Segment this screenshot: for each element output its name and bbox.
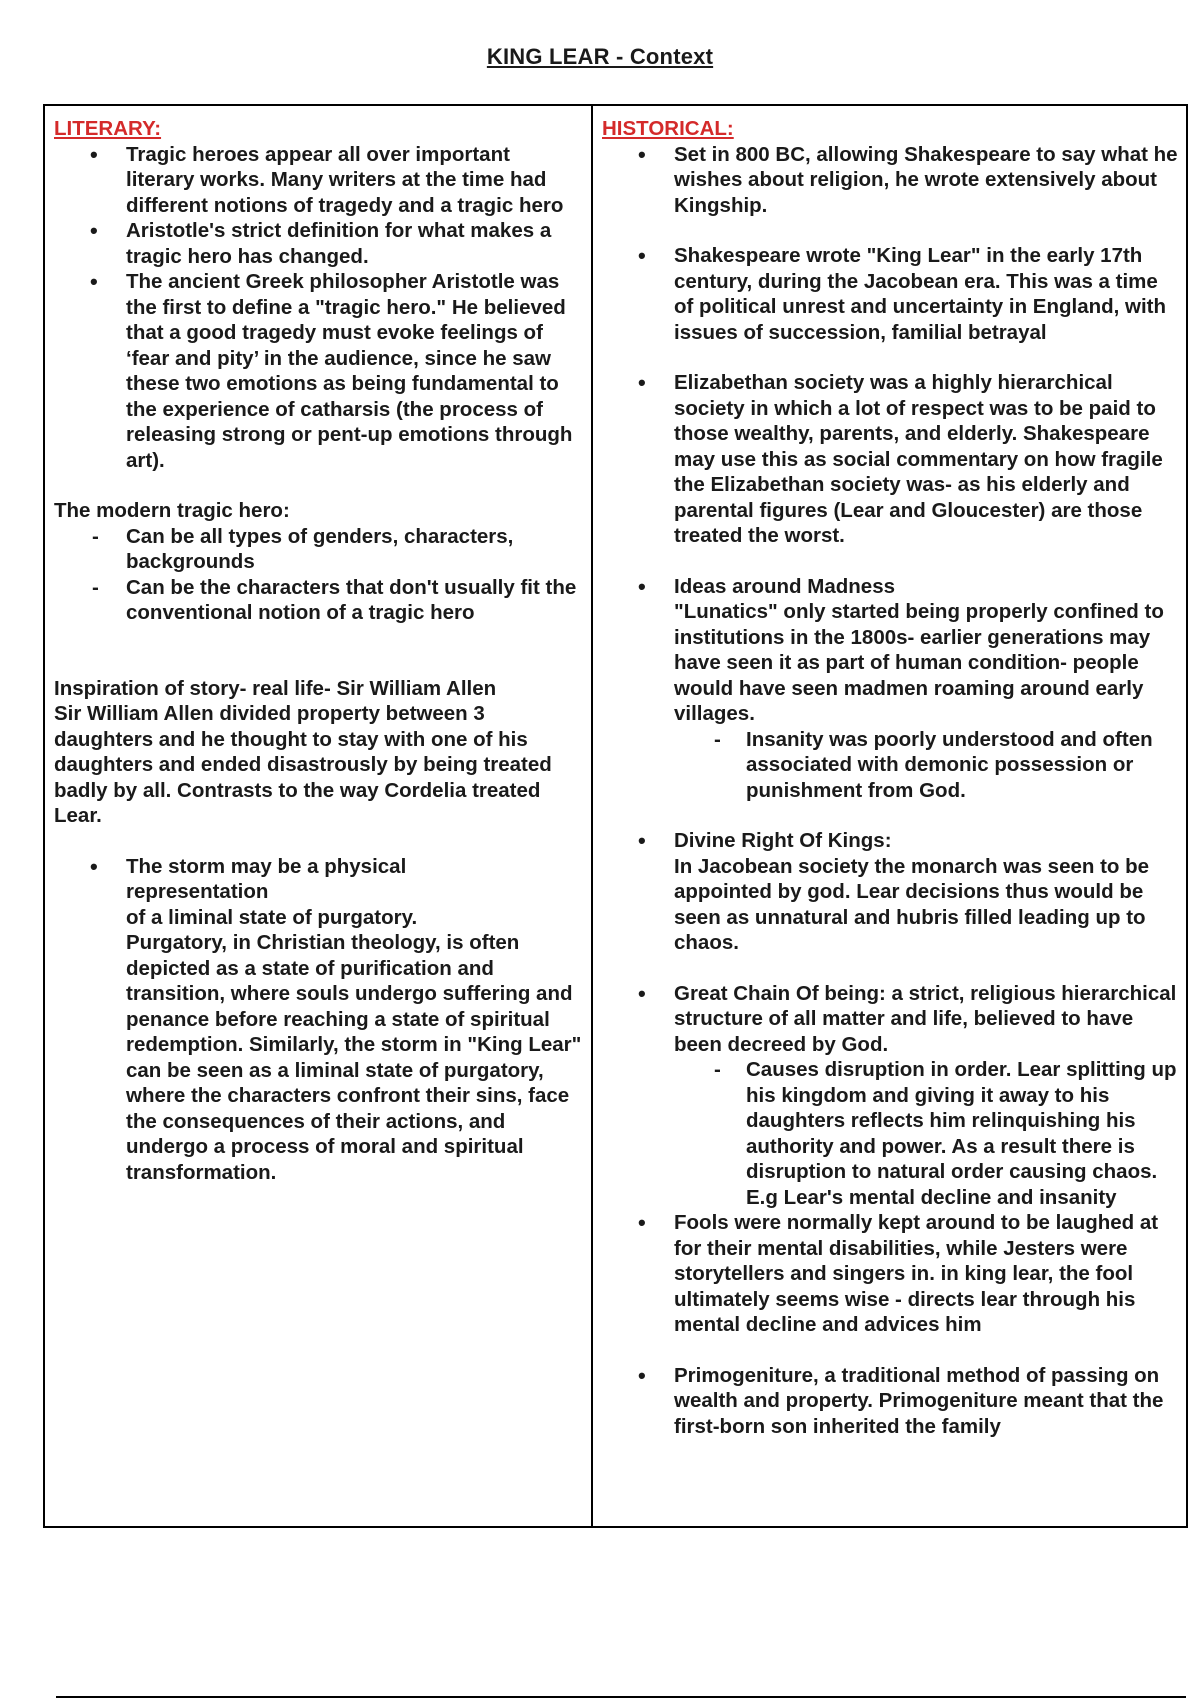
list-item: • Primogeniture, a traditional method of passing on wealth and property. Primogeniture meant that the first-born son inherited the family bbox=[602, 1363, 1178, 1440]
list-item: • Aristotle's strict definition for what makes a tragic hero has changed. bbox=[54, 218, 583, 269]
list-item bbox=[602, 828, 1178, 956]
literary-bullet-list bbox=[54, 142, 583, 474]
historical-list bbox=[602, 1363, 1178, 1440]
storm-line: Purgatory, in Christian theology, is often depicted as a state of purification and transition, where souls undergo suffering and penance before reaching a state of spiritual redemption. Similarly, the storm in "King Lear" can be seen as a liminal state of purgatory, where the characters confront their sins, face the consequences of their actions, and undergo a process of moral and spiritual transformation. bbox=[126, 931, 582, 1184]
modern-tragic-hero-list bbox=[54, 524, 583, 626]
list-item: • Set in 800 BC, allowing Shakespeare to say what he wishes about religion, he wrote extensively about Kingship. bbox=[602, 142, 1178, 219]
historical-sublist bbox=[602, 727, 1178, 804]
historical-list bbox=[602, 243, 1178, 345]
historical-sublist bbox=[602, 1057, 1178, 1210]
storm-line: of a liminal state of purgatory. bbox=[126, 905, 418, 929]
historical-list bbox=[602, 1210, 1178, 1338]
literary-column bbox=[45, 106, 593, 1526]
historical-list bbox=[602, 142, 1178, 219]
inspiration-heading: Inspiration of story- real life- Sir William Allen bbox=[54, 676, 497, 700]
list-item bbox=[54, 854, 583, 1186]
historical-column bbox=[593, 106, 1186, 1526]
context-table bbox=[43, 104, 1188, 1528]
historical-heading: HISTORICAL: bbox=[602, 117, 734, 140]
storm-line: • The storm may be a physical bbox=[126, 854, 407, 878]
list-item: • The ancient Greek philosopher Aristotle was the first to define a "tragic hero." He believed that a good tragedy must evoke feelings of ‘fear and pity’ in the audience, since he saw these two emotions as being fundamental to the experience of catharsis (the process of releasing strong or pent-up emotions through art). bbox=[54, 269, 583, 473]
footer-divider bbox=[56, 1696, 1186, 1698]
list-item bbox=[602, 574, 1178, 727]
list-item: • Great Chain Of being: a strict, religious hierarchical structure of all matter and life, believed to have been decreed by God. bbox=[602, 981, 1178, 1058]
list-item: • Elizabethan society was a highly hierarchical society in which a lot of respect was to be paid to those wealthy, parents, and elderly. Shakespeare may use this as social commentary on how fragile the Elizabethan society was- as his elderly and parental figures (Lear and Gloucester) are those treated the worst. bbox=[602, 370, 1178, 549]
divine-text: In Jacobean society the monarch was seen to be appointed by god. Lear decisions thus would be seen as unnatural and hubris filled leading up to chaos. bbox=[674, 854, 1150, 954]
literary-heading: LITERARY: bbox=[54, 117, 162, 140]
storm-list bbox=[54, 854, 583, 1186]
list-item: • Fools were normally kept around to be laughed at for their mental disabilities, while Jesters were storytellers and singers in. in king lear, the fool ultimately seems wise - directs lear through his mental decline and advices him bbox=[602, 1210, 1178, 1338]
divine-heading: • Divine Right Of Kings: bbox=[674, 829, 892, 852]
list-item: • Shakespeare wrote "King Lear" in the early 17th century, during the Jacobean era. This was a time of political unrest and uncertainty in England, with issues of succession, familial betrayal bbox=[602, 243, 1178, 345]
madness-text: "Lunatics" only started being properly confined to institutions in the 1800s- earlier generations may have seen it as part of human condition- people would have seen madmen roaming around early villages. bbox=[674, 600, 1164, 725]
list-item: • Tragic heroes appear all over important literary works. Many writers at the time had different notions of tragedy and a tragic hero bbox=[54, 142, 583, 219]
historical-list bbox=[602, 828, 1178, 956]
madness-heading: • Ideas around Madness bbox=[674, 574, 896, 598]
document-title: KING LEAR - Context bbox=[486, 44, 714, 69]
inspiration-text: Sir William Allen divided property between 3 daughters and he thought to stay with one of his daughters and ended disastrously by being treated badly by all. Contrasts to the way Cordelia treated Lear. bbox=[54, 702, 552, 827]
list-item: - Causes disruption in order. Lear splitting up his kingdom and giving it away to his daughters reflects him relinquishing his authority and power. As a result there is disruption to natural order causing chaos. E.g Lear's mental decline and insanity bbox=[602, 1057, 1178, 1210]
historical-list bbox=[602, 981, 1178, 1058]
historical-list bbox=[602, 574, 1178, 727]
list-item: - Can be the characters that don't usually fit the conventional notion of a tragic hero bbox=[54, 575, 583, 626]
storm-line: representation bbox=[126, 880, 269, 903]
historical-list bbox=[602, 370, 1178, 549]
list-item: - Can be all types of genders, characters, backgrounds bbox=[54, 524, 583, 575]
modern-tragic-hero-heading: The modern tragic hero: bbox=[54, 499, 290, 522]
list-item: - Insanity was poorly understood and often associated with demonic possession or punishment from God. bbox=[602, 727, 1178, 804]
